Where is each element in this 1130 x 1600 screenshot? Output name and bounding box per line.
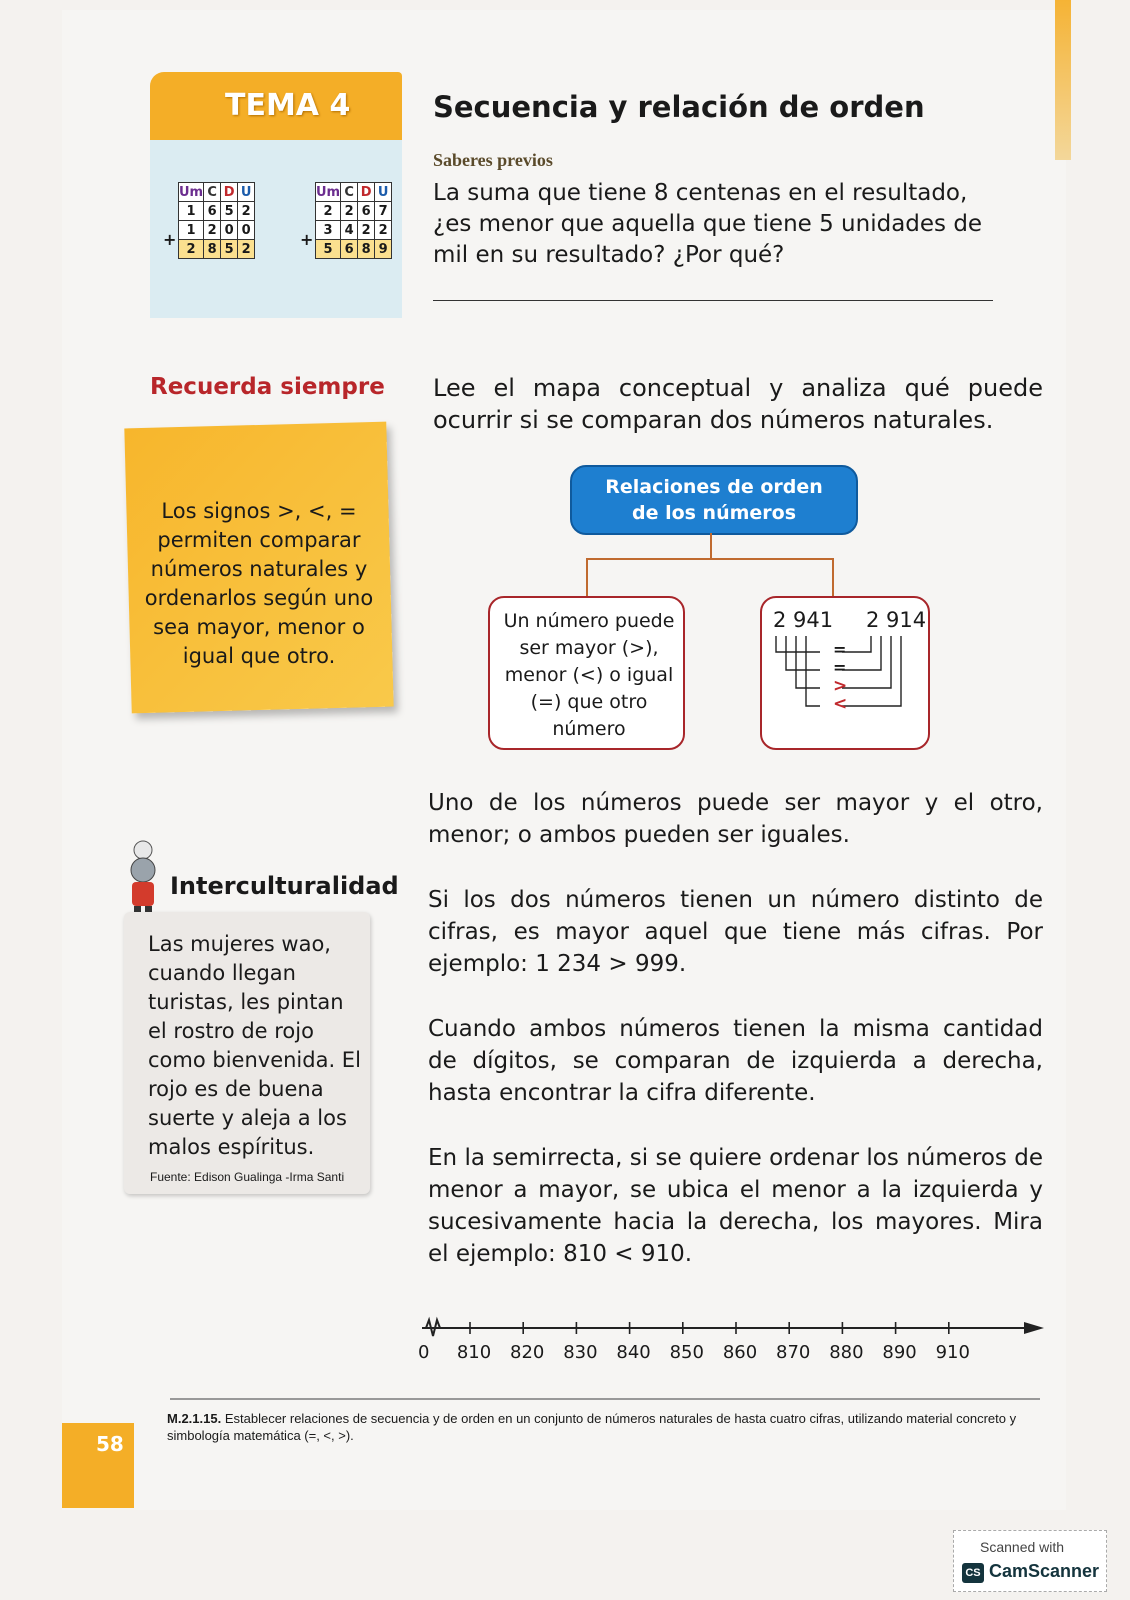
standard-text: Establecer relaciones de secuencia y de orden en un conjunto de números naturales de hasta cuatro cifras, utilizando material concreto y simbología matemática (=, <, >).	[167, 1411, 1017, 1443]
cell: 5	[221, 202, 238, 221]
root-line-1: Relaciones de orden	[605, 476, 823, 498]
cell: 6	[358, 202, 375, 221]
recuerda-title: Recuerda siempre	[150, 374, 385, 400]
number-line-label: 910	[935, 1342, 970, 1363]
number-line-label: 810	[456, 1342, 492, 1363]
paragraph-4: En la semirrecta, si se quiere ordenar los números de menor a mayor, se ubica el menor a la izquierda y sucesivamente hacia la derecha, los mayores. Mira el ejemplo: 810 < 910.	[428, 1145, 1043, 1267]
intro-paragraph: Lee el mapa conceptual y analiza qué puede ocurrir si se comparan dos números naturales.	[433, 374, 1043, 434]
page-edge-tab	[1055, 0, 1071, 160]
root-line-2: de los números	[631, 502, 797, 524]
header-um: Um	[179, 184, 204, 200]
cell: 6	[204, 202, 221, 221]
camscanner-watermark	[953, 1530, 1107, 1592]
interculturalidad-title: Interculturalidad	[170, 872, 399, 900]
header-u: U	[375, 183, 392, 202]
concept-definition-text: Un número puede ser mayor (>), menor (<) o igual (=) que otro número	[503, 610, 675, 740]
interculturalidad-source: Fuente: Edison Gualinga -Irma Santi	[150, 1170, 345, 1184]
example-number-b: 2 914	[866, 608, 927, 632]
sum-cell: 5	[221, 240, 238, 259]
plus-sign-right: +	[300, 230, 314, 249]
cell: 1	[179, 221, 204, 240]
number-line-label: 860	[722, 1342, 758, 1363]
sign-less: <	[833, 694, 848, 714]
interculturalidad-text: Las mujeres wao, cuando llegan turistas, les pintan el rostro de rojo como bienvenida. El rojo es de buena suerte y aleja a los malos espíritus.	[148, 932, 361, 1159]
camscanner-logo-icon: CS	[962, 1563, 984, 1583]
concept-map-root	[570, 465, 858, 535]
page-title: Secuencia y relación de orden	[433, 90, 925, 124]
number-line	[418, 1315, 1048, 1375]
cell: 2	[204, 221, 221, 240]
sign-equal-2: =	[833, 658, 847, 677]
connector-line	[710, 533, 712, 559]
connector-line	[586, 558, 834, 560]
number-line-label: 890	[882, 1342, 917, 1363]
header-d: D	[221, 183, 238, 202]
paragraph-3: Cuando ambos números tienen la misma cantidad de dígitos, se comparan de izquierda a derecha, hasta encontrar la cifra diferente.	[428, 1016, 1043, 1106]
connector-line	[586, 558, 588, 596]
sign-greater: >	[833, 676, 848, 696]
page-number: 58	[96, 1432, 124, 1456]
sum-cell: 8	[204, 240, 221, 259]
cell: 2	[238, 202, 255, 221]
scanned-with-text: Scanned with	[980, 1539, 1065, 1555]
number-line-label: 870	[776, 1342, 811, 1363]
saberes-previos-label: Saberes previos	[433, 150, 553, 170]
curriculum-standard	[167, 1410, 1047, 1444]
number-line-label: 880	[829, 1342, 864, 1363]
plus-sign-left: +	[163, 230, 177, 249]
cell: 7	[375, 202, 392, 221]
header-c: C	[341, 183, 358, 202]
sticky-note-text: Los signos >, <, = permiten comparar números naturales y ordenarlos según uno sea mayor, menor o igual que otro.	[144, 499, 374, 668]
number-line-label: 830	[563, 1342, 598, 1363]
answer-line[interactable]	[433, 300, 993, 301]
sum-cell: 6	[341, 240, 358, 259]
number-line-label: 850	[669, 1342, 704, 1363]
paragraph-2: Si los dos números tienen un número distinto de cifras, es mayor aquel que tiene más cifras. Por ejemplo: 1 234 > 999.	[428, 887, 1043, 977]
cell: 2	[358, 221, 375, 240]
sum-cell: 5	[316, 240, 341, 259]
tema-label: TEMA 4	[225, 88, 351, 123]
footer-divider	[170, 1398, 1040, 1400]
camscanner-brand: CamScanner	[989, 1561, 1100, 1581]
number-line-label: 820	[510, 1342, 545, 1363]
cell: 2	[316, 202, 341, 221]
number-line-label: 840	[616, 1342, 651, 1363]
cell: 3	[316, 221, 341, 240]
connector-line	[832, 558, 834, 596]
header-d: D	[358, 183, 375, 202]
cell: 2	[341, 202, 358, 221]
header-u: U	[238, 183, 255, 202]
place-value-table-right	[315, 182, 392, 259]
standard-code: M.2.1.15.	[167, 1411, 222, 1426]
sum-cell: 9	[375, 240, 392, 259]
sign-equal-1: =	[833, 640, 847, 659]
cell: 4	[341, 221, 358, 240]
sum-cell: 8	[358, 240, 375, 259]
cell: 0	[221, 221, 238, 240]
sum-cell: 2	[238, 240, 255, 259]
cell: 2	[375, 221, 392, 240]
example-number-a: 2 941	[773, 608, 834, 632]
header-um: Um	[316, 184, 341, 200]
paragraph-1: Uno de los números puede ser mayor y el otro, menor; o ambos pueden ser iguales.	[428, 790, 1043, 848]
guardian-mascot-icon	[118, 838, 168, 920]
cell: 0	[238, 221, 255, 240]
previous-knowledge-question: La suma que tiene 8 centenas en el resultado, ¿es menor que aquella que tiene 5 unidades de mil en su resultado? ¿Por qué?	[433, 180, 983, 268]
number-line-label: 0	[418, 1342, 430, 1363]
sum-cell: 2	[179, 240, 204, 259]
cell: 1	[179, 202, 204, 221]
place-value-table-left	[178, 182, 255, 259]
header-c: C	[204, 183, 221, 202]
